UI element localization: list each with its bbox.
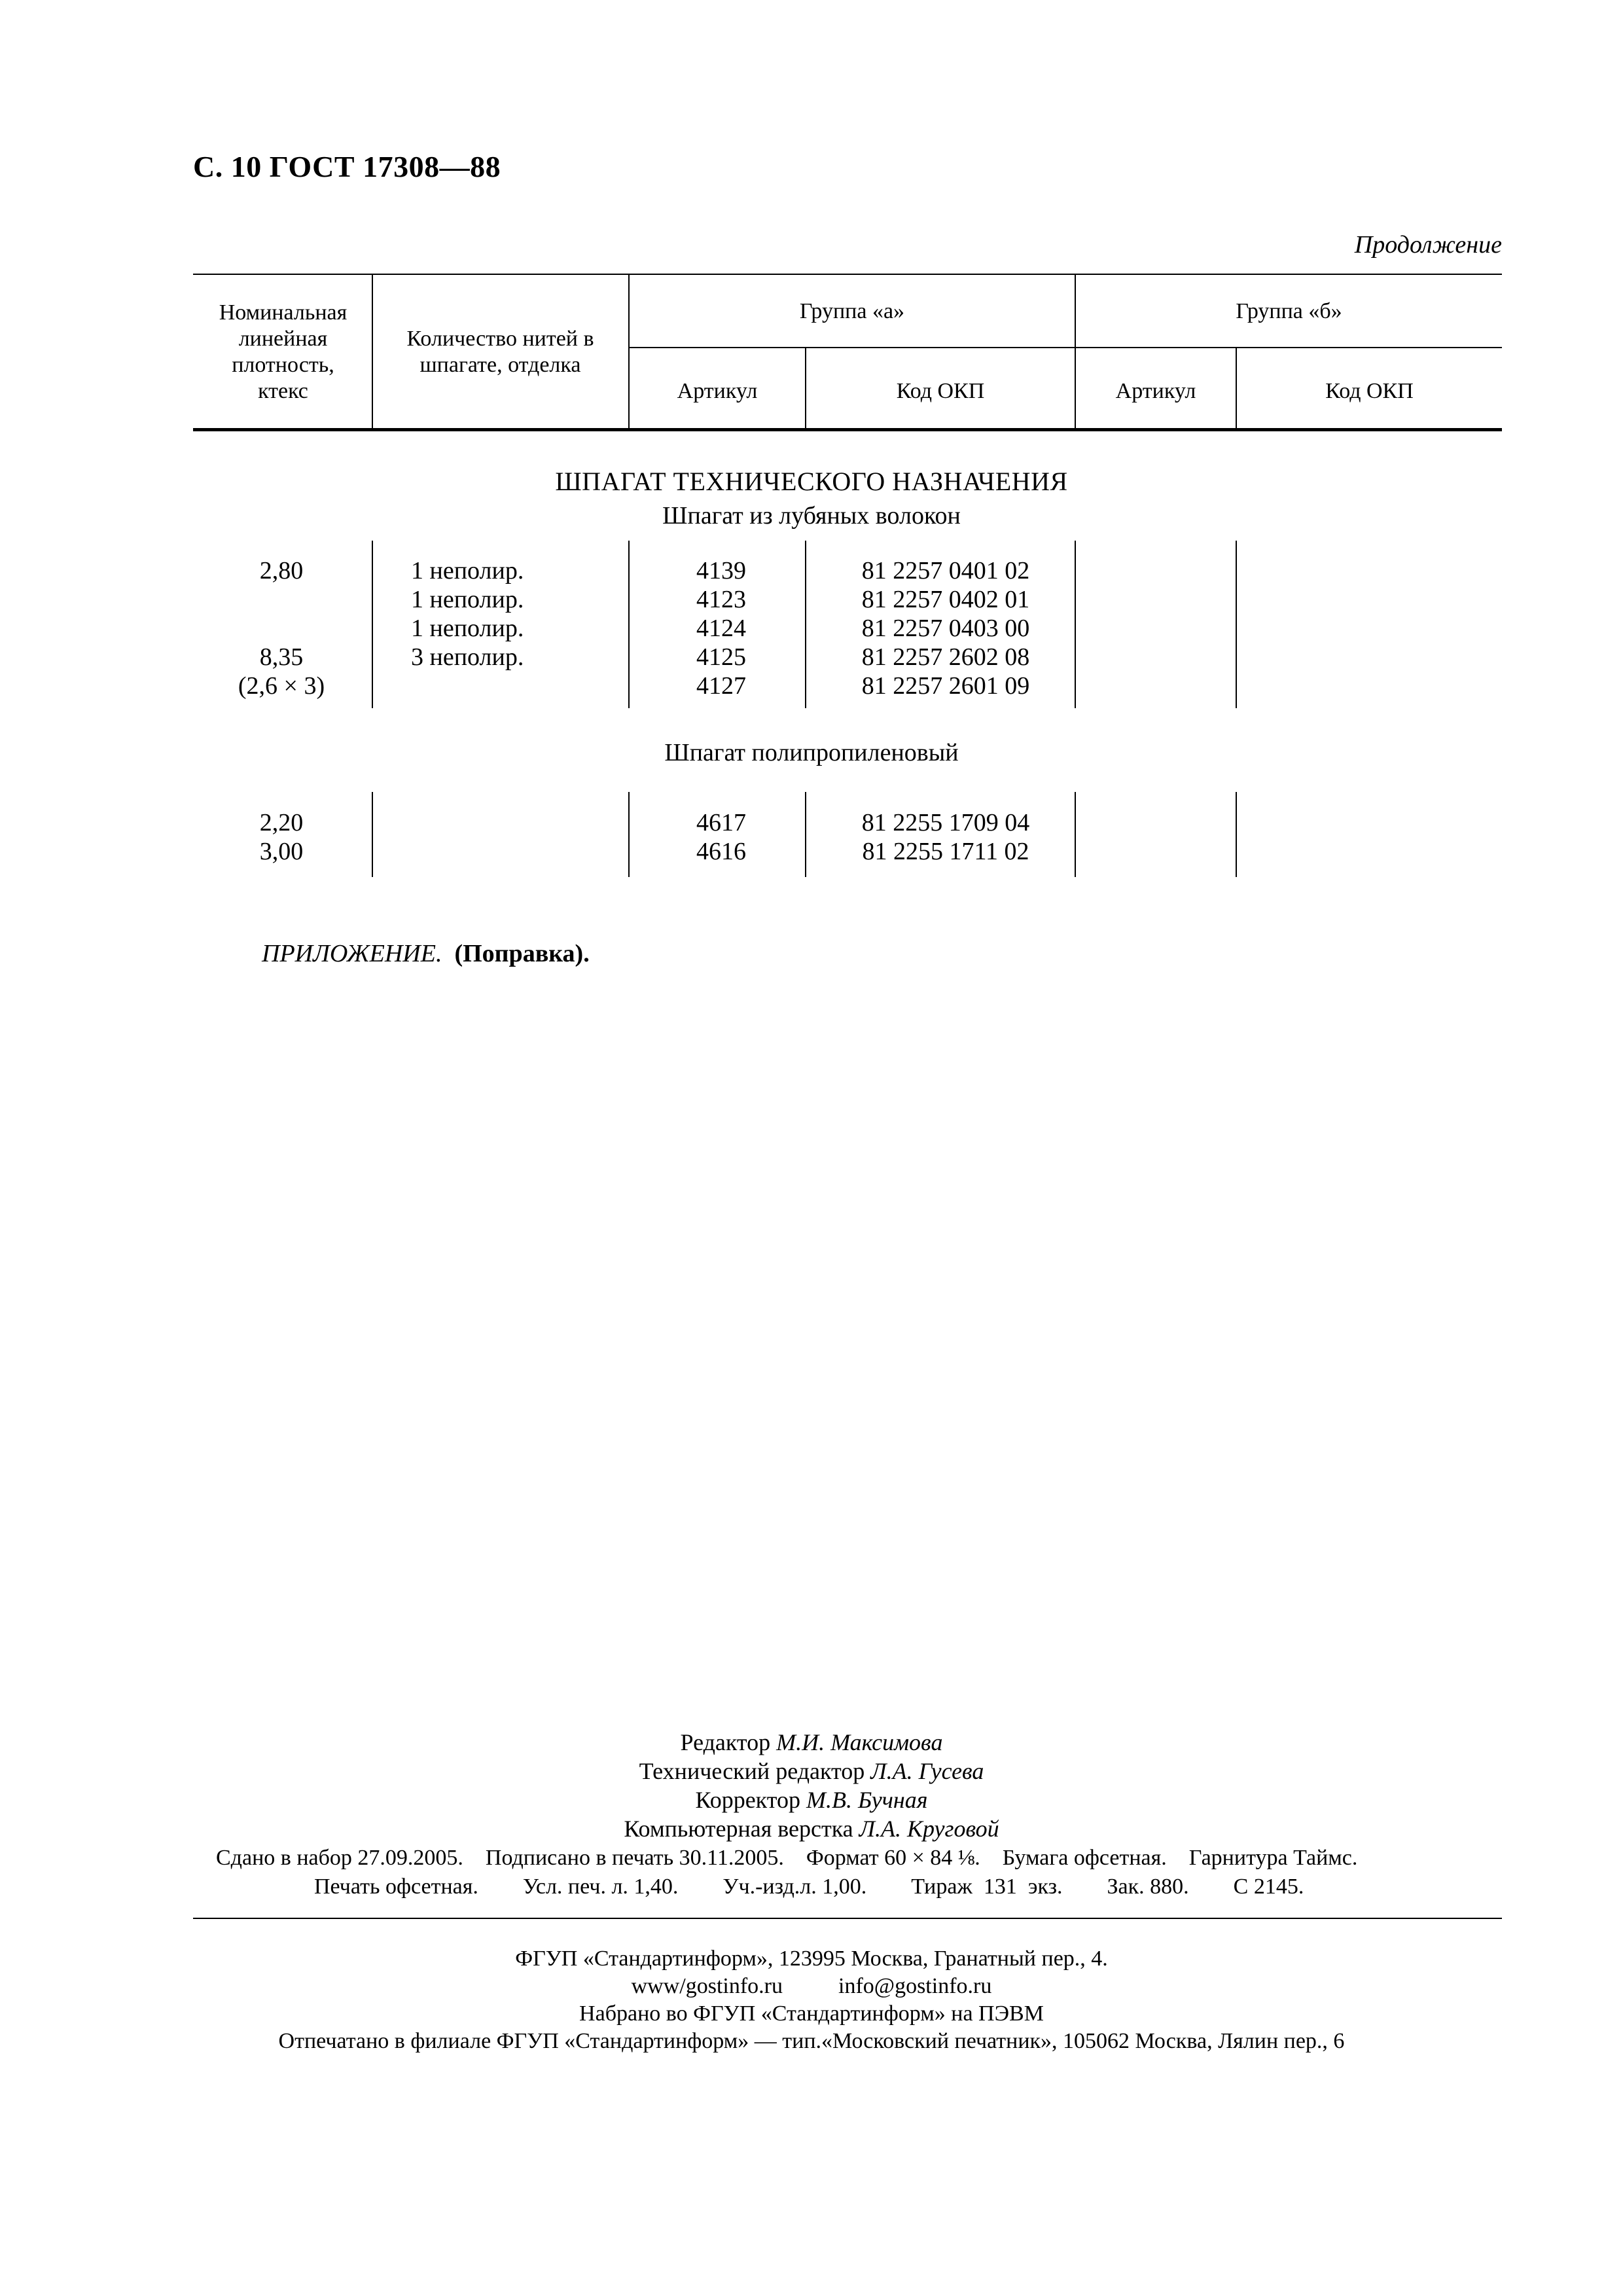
body-divider bbox=[628, 541, 630, 708]
header-divider bbox=[372, 274, 373, 429]
cell-density: 2,80 bbox=[259, 557, 304, 584]
header-divider bbox=[1075, 274, 1076, 429]
body-divider bbox=[1236, 792, 1237, 877]
cell-article: 4127 bbox=[696, 672, 746, 700]
appendix-correction: (Поправка). bbox=[454, 940, 590, 967]
editor-role: Редактор bbox=[680, 1729, 771, 1755]
cell-article: 4125 bbox=[696, 643, 746, 671]
cell-threads: 1 неполир. bbox=[411, 615, 524, 642]
body-divider bbox=[372, 541, 373, 708]
colophon-editor bbox=[0, 1728, 1623, 1757]
cell-threads: 1 неполир. bbox=[411, 586, 524, 613]
header-okp-a: Код ОКП bbox=[896, 379, 985, 403]
footer-divider bbox=[193, 1918, 1502, 1919]
header-density bbox=[196, 300, 370, 404]
header-group-b: Группа «б» bbox=[1236, 299, 1342, 323]
cell-article: 4616 bbox=[696, 838, 746, 865]
editor-name: М.И. Максимова bbox=[776, 1729, 943, 1755]
corrector-name: М.В. Бучная bbox=[806, 1787, 928, 1813]
cell-okp: 81 2257 0403 00 bbox=[861, 615, 1030, 642]
imprint-line-2: Печать офсетная. Усл. печ. л. 1,40. Уч.-изд.л. 1,00. Тираж 131 экз. Зак. 880. С 2145. bbox=[314, 1874, 1304, 1899]
header-threads-line: Количество нитей в bbox=[406, 327, 594, 351]
layout-name: Л.А. Круговой bbox=[859, 1816, 999, 1842]
cell-density: (2,6 × 3) bbox=[238, 672, 325, 700]
cell-okp: 81 2257 2602 08 bbox=[861, 643, 1030, 671]
cell-article: 4124 bbox=[696, 615, 746, 642]
cell-okp: 81 2257 0401 02 bbox=[861, 557, 1030, 584]
header-divider bbox=[628, 274, 630, 429]
header-article-b: Артикул bbox=[1115, 379, 1196, 403]
cell-okp: 81 2255 1711 02 bbox=[862, 838, 1029, 865]
cell-density: 3,00 bbox=[259, 838, 304, 865]
cell-okp: 81 2255 1709 04 bbox=[861, 809, 1030, 836]
tech-editor-name: Л.А. Гусева bbox=[870, 1758, 984, 1784]
corrector-role: Корректор bbox=[695, 1787, 800, 1813]
header-okp-b: Код ОКП bbox=[1325, 379, 1414, 403]
publisher-address: ФГУП «Стандартинформ», 123995 Москва, Гранатный пер., 4. bbox=[515, 1946, 1108, 1971]
cell-threads: 1 неполир. bbox=[411, 557, 524, 584]
body-divider bbox=[372, 792, 373, 877]
subsection-title-polypropylene: Шпагат полипропиленовый bbox=[664, 739, 959, 766]
header-density-line: Номинальная bbox=[219, 300, 348, 325]
cell-article: 4123 bbox=[696, 586, 746, 613]
table-top-rule bbox=[193, 274, 1502, 275]
header-threads bbox=[374, 326, 626, 378]
header-density-line: ктекс bbox=[258, 379, 308, 403]
body-divider bbox=[1236, 541, 1237, 708]
imprint-line-1: Сдано в набор 27.09.2005. Подписано в печать 30.11.2005. Формат 60 × 84 ⅛. Бумага офсетная. Гарнитура Таймс. bbox=[216, 1846, 1358, 1870]
colophon-corrector bbox=[0, 1785, 1623, 1814]
header-group-a: Группа «а» bbox=[799, 299, 905, 323]
publisher-printer: Отпечатано в филиале ФГУП «Стандартинформ» — тип.«Московский печатник», 105062 Москва, Лялин пер., 6 bbox=[278, 2029, 1345, 2053]
cell-okp: 81 2257 2601 09 bbox=[861, 672, 1030, 700]
colophon-layout bbox=[0, 1814, 1623, 1843]
cell-article: 4139 bbox=[696, 557, 746, 584]
continuation-label: Продолжение bbox=[1354, 231, 1502, 259]
cell-article: 4617 bbox=[696, 809, 746, 836]
body-divider bbox=[628, 792, 630, 877]
cell-threads: 3 неполир. bbox=[411, 643, 524, 671]
layout-role: Компьютерная верстка bbox=[624, 1816, 853, 1842]
subsection-title-bast: Шпагат из лубяных волокон bbox=[662, 502, 961, 529]
header-density-line: плотность, bbox=[232, 353, 334, 377]
table-header-bottom-rule bbox=[193, 428, 1502, 431]
header-threads-line: шпагате, отделка bbox=[419, 353, 581, 377]
section-title: ШПАГАТ ТЕХНИЧЕСКОГО НАЗНАЧЕНИЯ bbox=[555, 467, 1068, 496]
header-article-a: Артикул bbox=[677, 379, 758, 403]
group-subheader-rule bbox=[628, 347, 1502, 348]
colophon-tech-editor bbox=[0, 1757, 1623, 1785]
publisher-typeset: Набрано во ФГУП «Стандартинформ» на ПЭВМ bbox=[579, 2001, 1044, 2026]
cell-density: 2,20 bbox=[259, 809, 304, 836]
appendix-label: ПРИЛОЖЕНИЕ. bbox=[262, 940, 442, 967]
tech-editor-role: Технический редактор bbox=[639, 1758, 865, 1784]
cell-okp: 81 2257 0402 01 bbox=[861, 586, 1030, 613]
page-header: С. 10 ГОСТ 17308—88 bbox=[193, 150, 501, 183]
publisher-web: www/gostinfo.ru info@gostinfo.ru bbox=[631, 1974, 992, 1998]
appendix-note bbox=[262, 939, 590, 968]
header-density-line: линейная bbox=[238, 327, 328, 351]
cell-density: 8,35 bbox=[259, 643, 304, 671]
